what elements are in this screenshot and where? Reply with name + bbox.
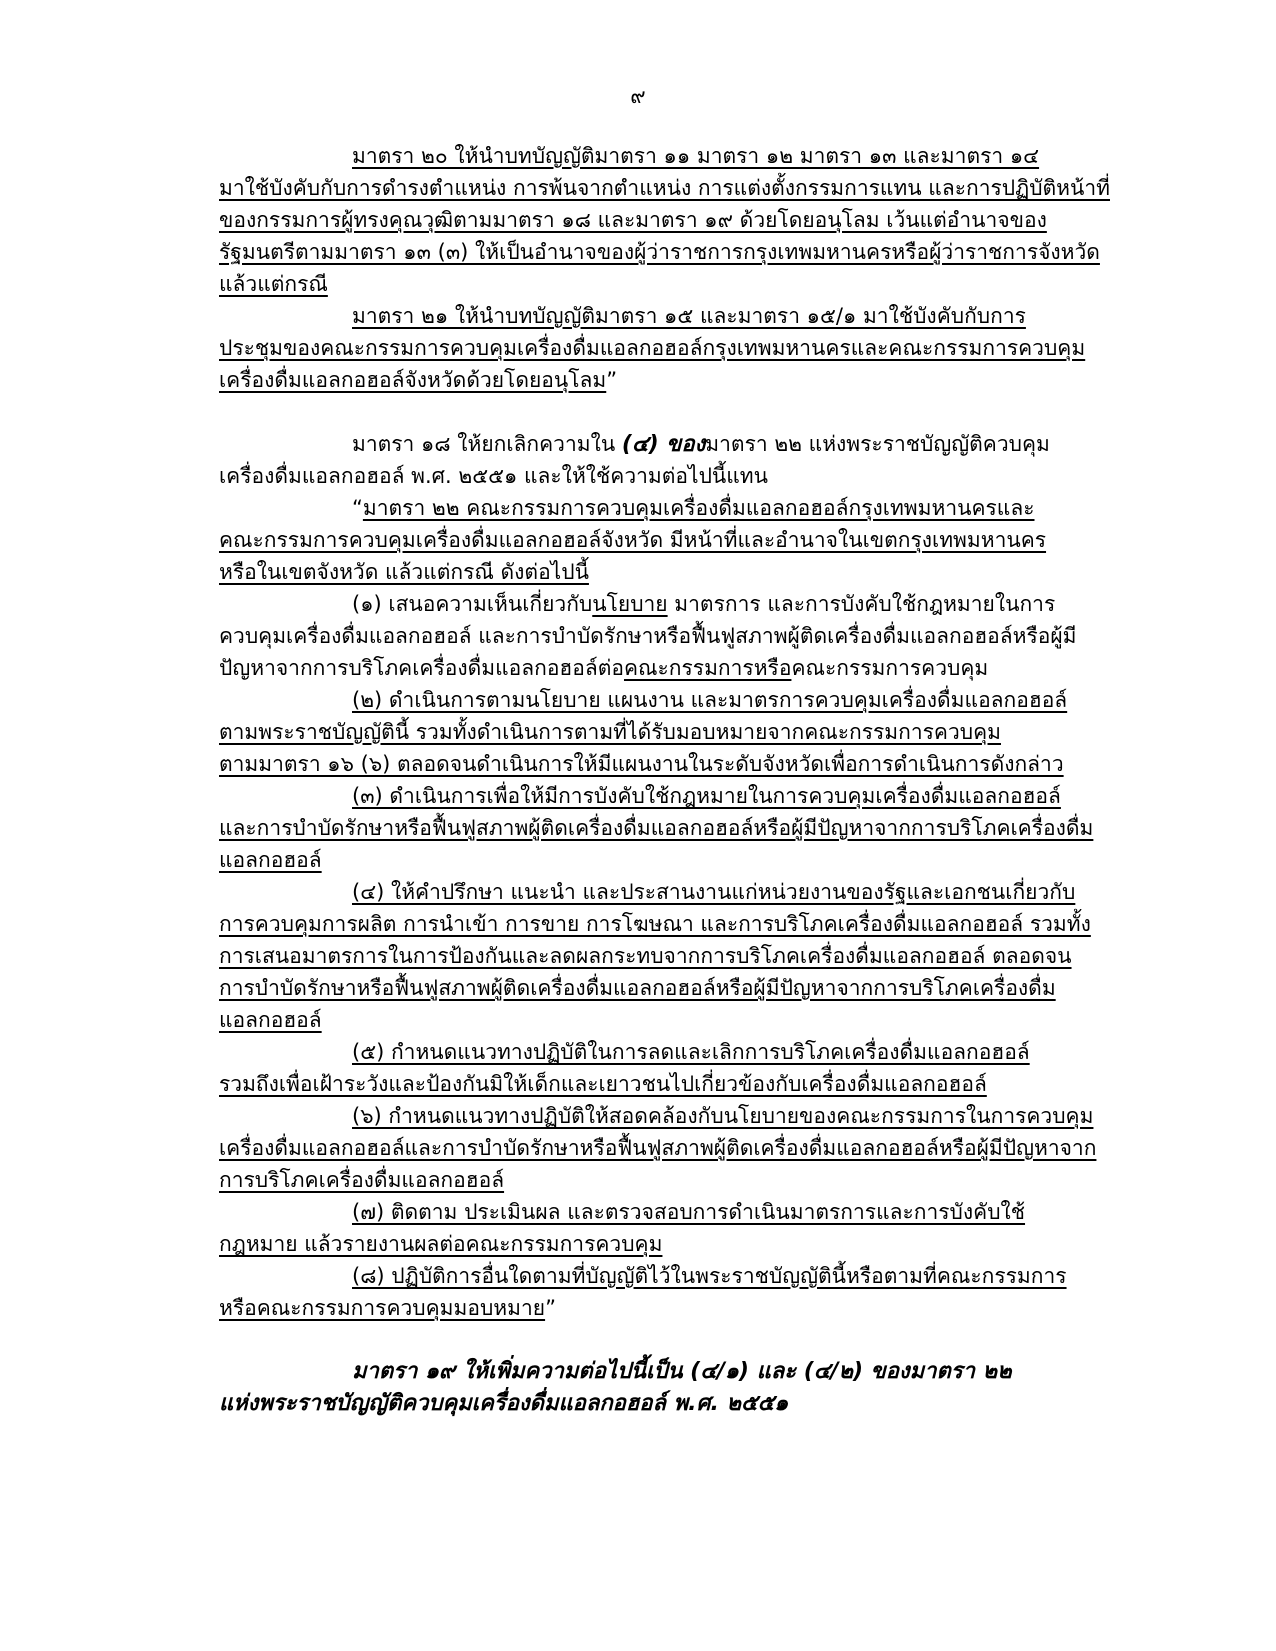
text-line: ประชุมของคณะกรรมการควบคุมเครื่องดื่มแอลกอฮอล์กรุงเทพมหานครและคณะกรรมการควบคุม bbox=[219, 336, 1086, 360]
text-line: แห่งพระราชบัญญัติควบคุมเครื่องดื่มแอลกอฮอล์ พ.ศ. ๒๕๕๑ bbox=[219, 1391, 789, 1416]
opening-quote: “ bbox=[352, 496, 363, 520]
struck-text: (๔) ของ bbox=[621, 432, 706, 457]
text-line: เครื่องดื่มแอลกอฮอล์และการบำบัดรักษาหรือฟื้นฟูสภาพผู้ติดเครื่องดื่มแอลกอฮอล์หรือผู้มีปัญหาจาก bbox=[219, 1136, 1097, 1160]
text-line: แล้วแต่กรณี bbox=[219, 272, 328, 296]
text-line: เครื่องดื่มแอลกอฮอล์ พ.ศ. ๒๕๕๑ และให้ใช้ความต่อไปนี้แทน bbox=[219, 464, 768, 488]
text-span: มาตรการ และการบังคับใช้กฎหมายในการ bbox=[667, 592, 1056, 616]
text-span: มาตรา ๑๘ ให้ยกเลิกความใน bbox=[352, 432, 616, 456]
text-line: ควบคุมเครื่องดื่มแอลกอฮอล์ และการบำบัดรักษาหรือฟื้นฟูสภาพผู้ติดเครื่องดื่มแอลกอฮอล์หรือผู้มี bbox=[219, 624, 1077, 648]
text-line: หรือในเขตจังหวัด แล้วแต่กรณี ดังต่อไปนี้ bbox=[219, 560, 589, 584]
text-line: มาตรา ๒๐ ให้นำบทบัญญัติมาตรา ๑๑ มาตรา ๑๒ มาตรา ๑๓ และมาตรา ๑๔ bbox=[352, 144, 1040, 168]
text-line: คณะกรรมการควบคุมเครื่องดื่มแอลกอฮอล์จังหวัด มีหน้าที่และอำนาจในเขตกรุงเทพมหานคร bbox=[219, 528, 1047, 552]
text-line: กฎหมาย แล้วรายงานผลต่อคณะกรรมการควบคุม bbox=[219, 1232, 663, 1256]
text-line: (๔) ให้คำปรึกษา แนะนำ และประสานงานแก่หน่วยงานของรัฐและเอกชนเกี่ยวกับ bbox=[352, 880, 1076, 904]
text-line: และการบำบัดรักษาหรือฟื้นฟูสภาพผู้ติดเครื่องดื่มแอลกอฮอล์หรือผู้มีปัญหาจากการบริโภคเครื่องดื่ม bbox=[219, 816, 1094, 840]
text-line: (๒) ดำเนินการตามนโยบาย แผนงาน และมาตรการควบคุมเครื่องดื่มแอลกอฮอล์ bbox=[352, 688, 1068, 712]
text-span: (๑) เสนอความเห็นเกี่ยวกับ bbox=[352, 592, 593, 616]
text-line: ของกรรมการผู้ทรงคุณวุฒิตามมาตรา ๑๘ และมาตรา ๑๙ ด้วยโดยอนุโลม เว้นแต่อำนาจของ bbox=[219, 208, 1047, 232]
text-line: ตามพระราชบัญญัตินี้ รวมทั้งดำเนินการตามที่ได้รับมอบหมายจากคณะกรรมการควบคุม bbox=[219, 720, 1001, 744]
text-span: คณะกรรมการหรือ bbox=[623, 656, 792, 680]
text-line: (๕) กำหนดแนวทางปฏิบัติในการลดและเลิกการบริโภคเครื่องดื่มแอลกอฮอล์ bbox=[352, 1040, 1030, 1064]
text-line: มาตรา ๒๑ ให้นำบทบัญญัติมาตรา ๑๕ และมาตรา ๑๕/๑ มาใช้บังคับกับการ bbox=[352, 304, 1026, 328]
text-line: การบริโภคเครื่องดื่มแอลกอฮอล์ bbox=[219, 1168, 505, 1192]
text-span: ปัญหาจากการบริโภคเครื่องดื่มแอลกอฮอล์ต่อ bbox=[219, 656, 624, 680]
text-line: รัฐมนตรีตามมาตรา ๑๓ (๓) ให้เป็นอำนาจของผู้ว่าราชการกรุงเทพมหานครหรือผู้ว่าราชการจังหวัด bbox=[219, 240, 1100, 264]
text-span: คณะกรรมการควบคุม bbox=[791, 656, 989, 680]
text-line bbox=[352, 429, 1050, 460]
text-line: การควบคุมการผลิต การนำเข้า การขาย การโฆษณา และการบริโภคเครื่องดื่มแอลกอฮอล์ รวมทั้ง bbox=[219, 912, 1091, 936]
text-line bbox=[219, 1293, 556, 1323]
closing-quote: ” bbox=[606, 368, 618, 392]
text-line bbox=[219, 365, 617, 395]
text-line: มาตรา ๑๙ ให้เพิ่มความต่อไปนี้เป็น (๔/๑) และ (๔/๒) ของมาตรา ๒๒ bbox=[352, 1359, 1012, 1384]
text-line bbox=[352, 589, 1055, 619]
text-line: การบำบัดรักษาหรือฟื้นฟูสภาพผู้ติดเครื่องดื่มแอลกอฮอล์หรือผู้มีปัญหาจากการบริโภคเครื่องดื่ม bbox=[219, 976, 1056, 1000]
text-line: (๖) กำหนดแนวทางปฏิบัติให้สอดคล้องกับนโยบายของคณะกรรมการในการควบคุม bbox=[352, 1104, 1094, 1128]
page-number: ๙ bbox=[630, 84, 646, 108]
text-line: แอลกอฮอล์ bbox=[219, 848, 322, 872]
text-line: (๘) ปฏิบัติการอื่นใดตามที่บัญญัติไว้ในพระราชบัญญัตินี้หรือตามที่คณะกรรมการ bbox=[352, 1264, 1067, 1288]
text-span: หรือคณะกรรมการควบคุมมอบหมาย bbox=[219, 1296, 546, 1320]
text-span: นโยบาย bbox=[592, 592, 668, 616]
text-line: รวมถึงเพื่อเฝ้าระวังและป้องกันมิให้เด็กและเยาวชนไปเกี่ยวข้องกับเครื่องดื่มแอลกอฮอล์ bbox=[219, 1072, 987, 1096]
text-line: (๓) ดำเนินการเพื่อให้มีการบังคับใช้กฎหมายในการควบคุมเครื่องดื่มแอลกอฮอล์ bbox=[352, 784, 1061, 808]
text-line bbox=[352, 493, 1035, 523]
text-line: (๗) ติดตาม ประเมินผล และตรวจสอบการดำเนินมาตรการและการบังคับใช้ bbox=[352, 1200, 1026, 1224]
text-span: มาตรา ๒๒ แห่งพระราชบัญญัติควบคุม bbox=[705, 432, 1050, 456]
text-line: แอลกอฮอล์ bbox=[219, 1008, 322, 1032]
closing-quote: ” bbox=[545, 1296, 556, 1320]
text-line: มาใช้บังคับกับการดำรงตำแหน่ง การพ้นจากตำแหน่ง การแต่งตั้งกรรมการแทน และการปฏิบัติหน้าที่ bbox=[219, 176, 1110, 200]
text-line bbox=[219, 653, 988, 683]
text-span: มาตรา ๒๒ คณะกรรมการควบคุมเครื่องดื่มแอลกอฮอล์กรุงเทพมหานครและ bbox=[362, 496, 1035, 520]
text-line: การเสนอมาตรการในการป้องกันและลดผลกระทบจากการบริโภคเครื่องดื่มแอลกอฮอล์ ตลอดจน bbox=[219, 944, 1072, 968]
text-line: ตามมาตรา ๑๖ (๖) ตลอดจนดำเนินการให้มีแผนงานในระดับจังหวัดเพื่อการดำเนินการดังกล่าว bbox=[219, 752, 1064, 776]
text-span: เครื่องดื่มแอลกอฮอล์จังหวัดด้วยโดยอนุโลม bbox=[219, 368, 607, 392]
